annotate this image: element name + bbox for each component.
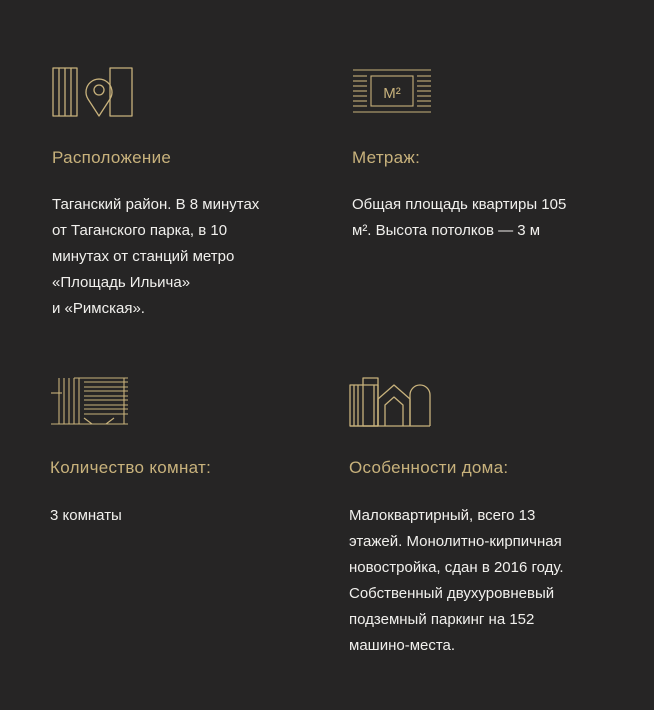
feature-title: Количество комнат: [50,458,212,477]
building-location-pin-icon [52,67,134,117]
feature-description: Малоквартирный, всего 13 этажей. Монолитно-кирпичная новостройка, сдан в 2016 году. Собственный двухуровневый подземный паркинг на 152 машино-места. [349,507,564,654]
floor-plan-icon [50,377,130,425]
feature-description: 3 комнаты [50,507,122,524]
floor-area-m2-icon [352,68,432,114]
feature-title: Метраж: [352,148,421,167]
houses-icon [349,377,431,427]
feature-title: Расположение [52,148,172,167]
feature-description: Таганский район. В 8 минутах от Таганского парка, в 10 минутах от станций метро «Площадь Ильича» и «Римская». [52,196,260,317]
feature-description: Общая площадь квартиры 105 м². Высота потолков — 3 м [352,196,567,239]
m2-label: M² [383,85,401,102]
feature-title: Особенности дома: [349,458,509,477]
